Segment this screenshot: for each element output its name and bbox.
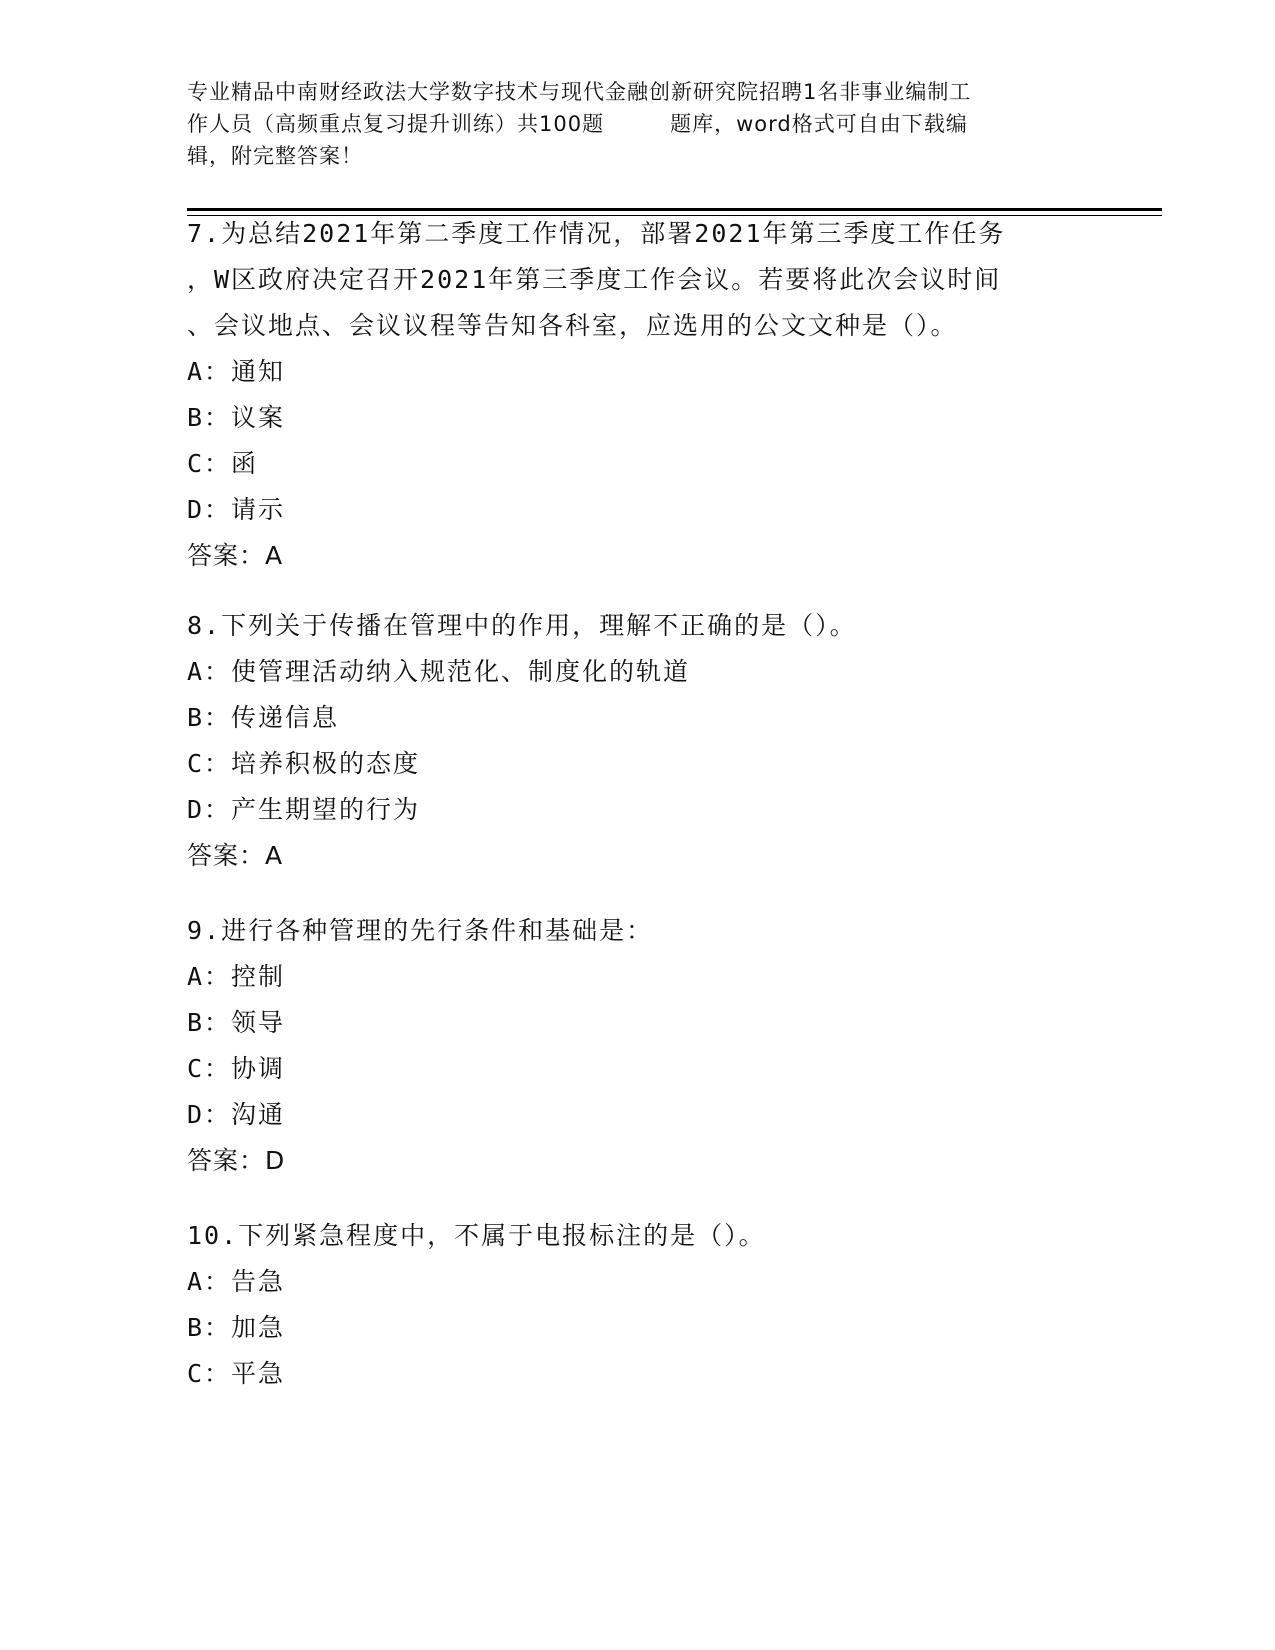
- option-key: A：: [187, 357, 232, 386]
- option-a: [187, 954, 1087, 1000]
- header-line: 辑，附完整答案！: [187, 144, 363, 168]
- option-b: [187, 395, 1087, 441]
- option-key: B：: [187, 1008, 232, 1037]
- option-text: 使管理活动纳入规范化、制度化的轨道: [231, 657, 691, 686]
- option-text: 控制: [231, 962, 286, 991]
- header-line: 作人员（高频重点复习提升训练）共100题 题库，word格式可自由下载编: [187, 112, 968, 136]
- question-8: [187, 603, 1087, 879]
- option-d: [187, 1092, 1087, 1138]
- option-c: [187, 441, 1087, 487]
- option-key: B：: [187, 403, 232, 432]
- option-key: D：: [187, 795, 232, 824]
- question-9: [187, 908, 1087, 1184]
- option-key: C：: [187, 1359, 232, 1388]
- question-10: [187, 1213, 1087, 1397]
- option-text: 培养积极的态度: [231, 749, 421, 778]
- question-text: 、会议地点、会议议程等告知各科室，应选用的公文文种是（）。: [187, 311, 958, 340]
- question-text: 7.为总结2021年第二季度工作情况，部署2021年第三季度工作任务: [187, 219, 1006, 248]
- option-key: B：: [187, 703, 232, 732]
- option-key: D：: [187, 1100, 232, 1129]
- option-b: [187, 1000, 1087, 1046]
- option-text: 告急: [231, 1267, 286, 1296]
- option-c: [187, 741, 1087, 787]
- option-d: [187, 787, 1087, 833]
- question-7: [187, 211, 1087, 579]
- option-text: 加急: [231, 1313, 286, 1342]
- option-a: [187, 649, 1087, 695]
- option-key: D：: [187, 495, 232, 524]
- option-c: [187, 1351, 1087, 1397]
- answer-line: 答案：A: [187, 541, 284, 570]
- option-c: [187, 1046, 1087, 1092]
- option-text: 沟通: [231, 1100, 286, 1129]
- option-key: A：: [187, 657, 232, 686]
- option-text: 平急: [231, 1359, 286, 1388]
- option-key: B：: [187, 1313, 232, 1342]
- option-key: C：: [187, 1054, 232, 1083]
- question-text: 8.下列关于传播在管理中的作用，理解不正确的是（）。: [187, 611, 857, 640]
- question-text: 10.下列紧急程度中，不属于电报标注的是（）。: [187, 1221, 766, 1250]
- option-text: 通知: [231, 357, 286, 386]
- option-text: 协调: [231, 1054, 286, 1083]
- option-text: 请示: [231, 495, 286, 524]
- document-header: [187, 76, 1087, 172]
- option-text: 领导: [231, 1008, 286, 1037]
- option-a: [187, 1259, 1087, 1305]
- header-line: 专业精品中南财经政法大学数字技术与现代金融创新研究院招聘1名非事业编制工: [187, 80, 972, 104]
- option-a: [187, 349, 1087, 395]
- answer-line: 答案：D: [187, 1146, 286, 1175]
- question-text: 9.进行各种管理的先行条件和基础是：: [187, 916, 654, 945]
- option-d: [187, 487, 1087, 533]
- option-key: A：: [187, 1267, 232, 1296]
- option-text: 传递信息: [231, 703, 340, 732]
- option-b: [187, 1305, 1087, 1351]
- option-key: C：: [187, 749, 232, 778]
- option-b: [187, 695, 1087, 741]
- answer-line: 答案：A: [187, 841, 284, 870]
- option-text: 议案: [231, 403, 286, 432]
- option-text: 产生期望的行为: [231, 795, 421, 824]
- option-key: C：: [187, 449, 232, 478]
- question-text: ，W区政府决定召开2021年第三季度工作会议。若要将此次会议时间: [187, 265, 1002, 294]
- option-text: 函: [231, 449, 259, 478]
- option-key: A：: [187, 962, 232, 991]
